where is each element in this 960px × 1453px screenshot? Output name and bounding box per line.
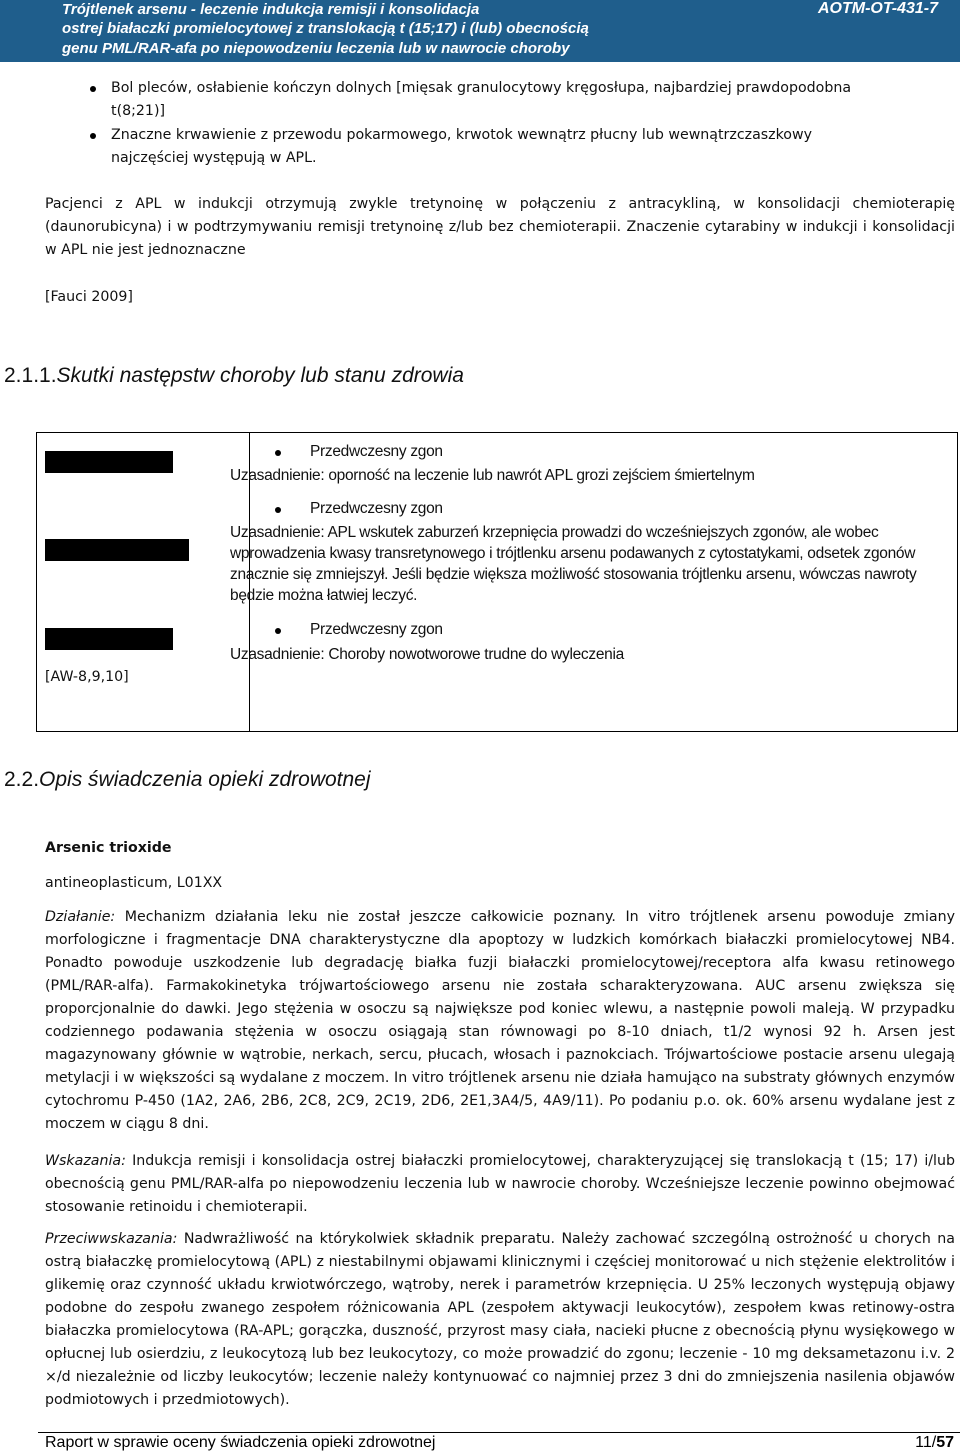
effect-justification: Uzasadnienie: oporność na leczenie lub nawrót APL grozi zejściem śmiertelnym [230,467,755,484]
treatment-paragraph: Pacjenci z APL w indukcji otrzymują zwykle tretynoinę w połączeniu z antracykliną, w konsolidacji chemioterapię (daunorubicyna) i w podtrzymywaniu remisji tretynoinę z/lub bez chemioterapii. Znaczenie cytarabiny w indukcji i konsolidacji w APL nie jest jednoznaczne [45,196,955,258]
bullet-dot [275,450,281,456]
effect-justification: Uzasadnienie: APL wskutek zaburzeń krzepnięcia prowadzi do wcześniejszych zgonów, ale wobec wprowadzenia kwasy transretynowego i trójtlenku arsenu podawanych z cytostatykami, odsetek zgonów znacznie się zmniejszył. Jeśli będzie większa możliwość stosowania trójtlenku arsenu, wówczas nawroty będzie można łatwiej leczyć. [230,524,917,604]
footer-rule [38,1432,960,1433]
effect-label: Przedwczesny zgon [310,443,443,460]
drug-contraindications-paragraph [45,1228,955,1412]
section-number: 2.2. [4,768,40,791]
page-current: 11/ [915,1434,937,1451]
citation-fauci: [Fauci 2009] [45,289,133,305]
indications-label: Wskazania: [45,1153,126,1169]
action-label: Działanie: [45,909,116,925]
section-heading-2-1-1 [4,364,464,388]
header-title-line-1: Trójtlenek arsenu - leczenie indukcja remisji i konsolidacja [62,1,480,18]
document-header [0,0,960,62]
footer-report-title: Raport w sprawie oceny świadczenia opieki zdrowotnej [45,1434,436,1451]
effect-label: Przedwczesny zgon [310,500,443,517]
header-title-line-2: ostrej białaczki promielocytowej z translokacją t (15;17) i (lub) obecnością [62,20,589,37]
contraindications-label: Przeciwwskazania: [45,1231,178,1247]
redaction-box [45,451,173,473]
header-title-line-3: genu PML/RAR-afa po niepowodzeniu leczenia lub w nawrocie choroby [62,40,570,57]
bullet-dot [90,86,96,92]
indications-text: Indukcja remisji i konsolidacja ostrej białaczki promielocytowej, charakteryzującej się translokacją t (15; 17) i/lub obecnością genu PML/RAR-alfa po niepowodzeniu leczenia lub w nawrocie choroby. Wcześniejsze leczenie powinno obejmować stosowanie retinoidu i chemioterapii. [45,1153,955,1215]
bullet-dot [275,507,281,513]
drug-indications-paragraph [45,1150,955,1219]
section-number: 2.1.1. [4,364,57,387]
effects-table [36,432,958,732]
section-heading-2-2 [4,768,371,792]
table-source-citation: [AW-8,9,10] [45,669,129,685]
page-total: 57 [936,1434,954,1451]
effect-label: Przedwczesny zgon [310,621,443,638]
footer-page-number [915,1434,954,1452]
section-title: Opis świadczenia opieki zdrowotnej [39,768,371,791]
bullet-dot [275,628,281,634]
bullet-dot [90,133,96,139]
drug-action-paragraph [45,906,955,1136]
drug-name: Arsenic trioxide [45,840,172,856]
symptom-item-1: Bol pleców, osłabienie kończyn dolnych [mięsak granulocytowy kręgosłupa, najbardziej prawdopodobna t(8;21)] [111,80,852,119]
redaction-box [45,628,173,650]
document-code: AOTM-OT-431-7 [817,0,938,17]
drug-class: antineoplasticum, L01XX [45,875,223,891]
symptom-item-2: Znaczne krwawienie z przewodu pokarmowego, krwotok wewnątrz płucny lub wewnątrzczaszkowy najczęściej występują w APL. [111,127,812,166]
action-text: Mechanizm działania leku nie został jeszcze całkowicie poznany. In vitro trójtlenek arsenu powoduje zmiany morfologiczne i fragmentacje DNA charakterystyczne dla apoptozy w ludzkich komórkach białaczki promielocytowej NB4. Ponadto powoduje uszkodzenie lub degradację białka fuzji białaczki promielocytowej/receptora alfa kwasu retinowego (PML/RAR-alfa). Farmakokinetyka trójwartościowego arsenu nie została scharakteryzowana. AUC arsenu zwiększa się proporcjonalnie do dawki. Jego stężenia w osoczu są największe pod koniec wlewu, a następnie powoli maleją. W przypadku codziennego podawania stężenia w osoczu osiągają stan równowagi po 8-10 dniach, t1/2 wynosi 92 h. Arsen jest magazynowany głównie w wątrobie, nerkach, sercu, płucach, włosach i paznokciach. Trójwartościowe postacie arsenu ulegają metylacji i w większości są wydalane z moczem. In vitro trójtlenek arsenu nie działa hamująco na substraty głównych enzymów cytochromu P-450 (1A2, 2A6, 2B6, 2C8, 2C9, 2C19, 2D6, 2E1,3A4/5, 4A9/11). Po podaniu p.o. ok. 60% arsenu wydalane jest z moczem w ciągu 8 dni. [45,909,955,1132]
section-title: Skutki następstw choroby lub stanu zdrowia [56,364,464,387]
redaction-box [45,539,189,561]
effect-justification: Uzasadnienie: Choroby nowotworowe trudne do wyleczenia [230,646,624,663]
contraindications-text: Nadwrażliwość na którykolwiek składnik preparatu. Należy zachować szczególną ostrożność u chorych na ostrą białaczkę promielocytową (APL) z niestabilnymi objawami klinicznymi i częściej monitorować u nich stężenie elektrolitów i glikemię oraz czynność układu krwiotwórczego, wątroby, nerek i parametrów krzepnięcia. U 25% leczonych występują objawy podobne do zespołu zwanego zespołem różnicowania APL (zespołem aktywacji leukocytów), zespołem kwas retinowy-ostra białaczka promielocytowa (RA-APL; gorączka, duszność, przyrost masy ciała, nacieki płucne z obecnością płynu wysiękowego w opłucnej lub osierdziu, z leukocytozą lub bez leukocytozy, co może prowadzić do zgonu; leczenie - 10 mg deksametazonu i.v. 2 ×/d niezależnie od liczby leukocytów; leczenie należy kontynuować co najmniej przez 3 dni do zmniejszenia nasilenia objawów podmiotowych i przedmiotowych). [45,1231,955,1408]
